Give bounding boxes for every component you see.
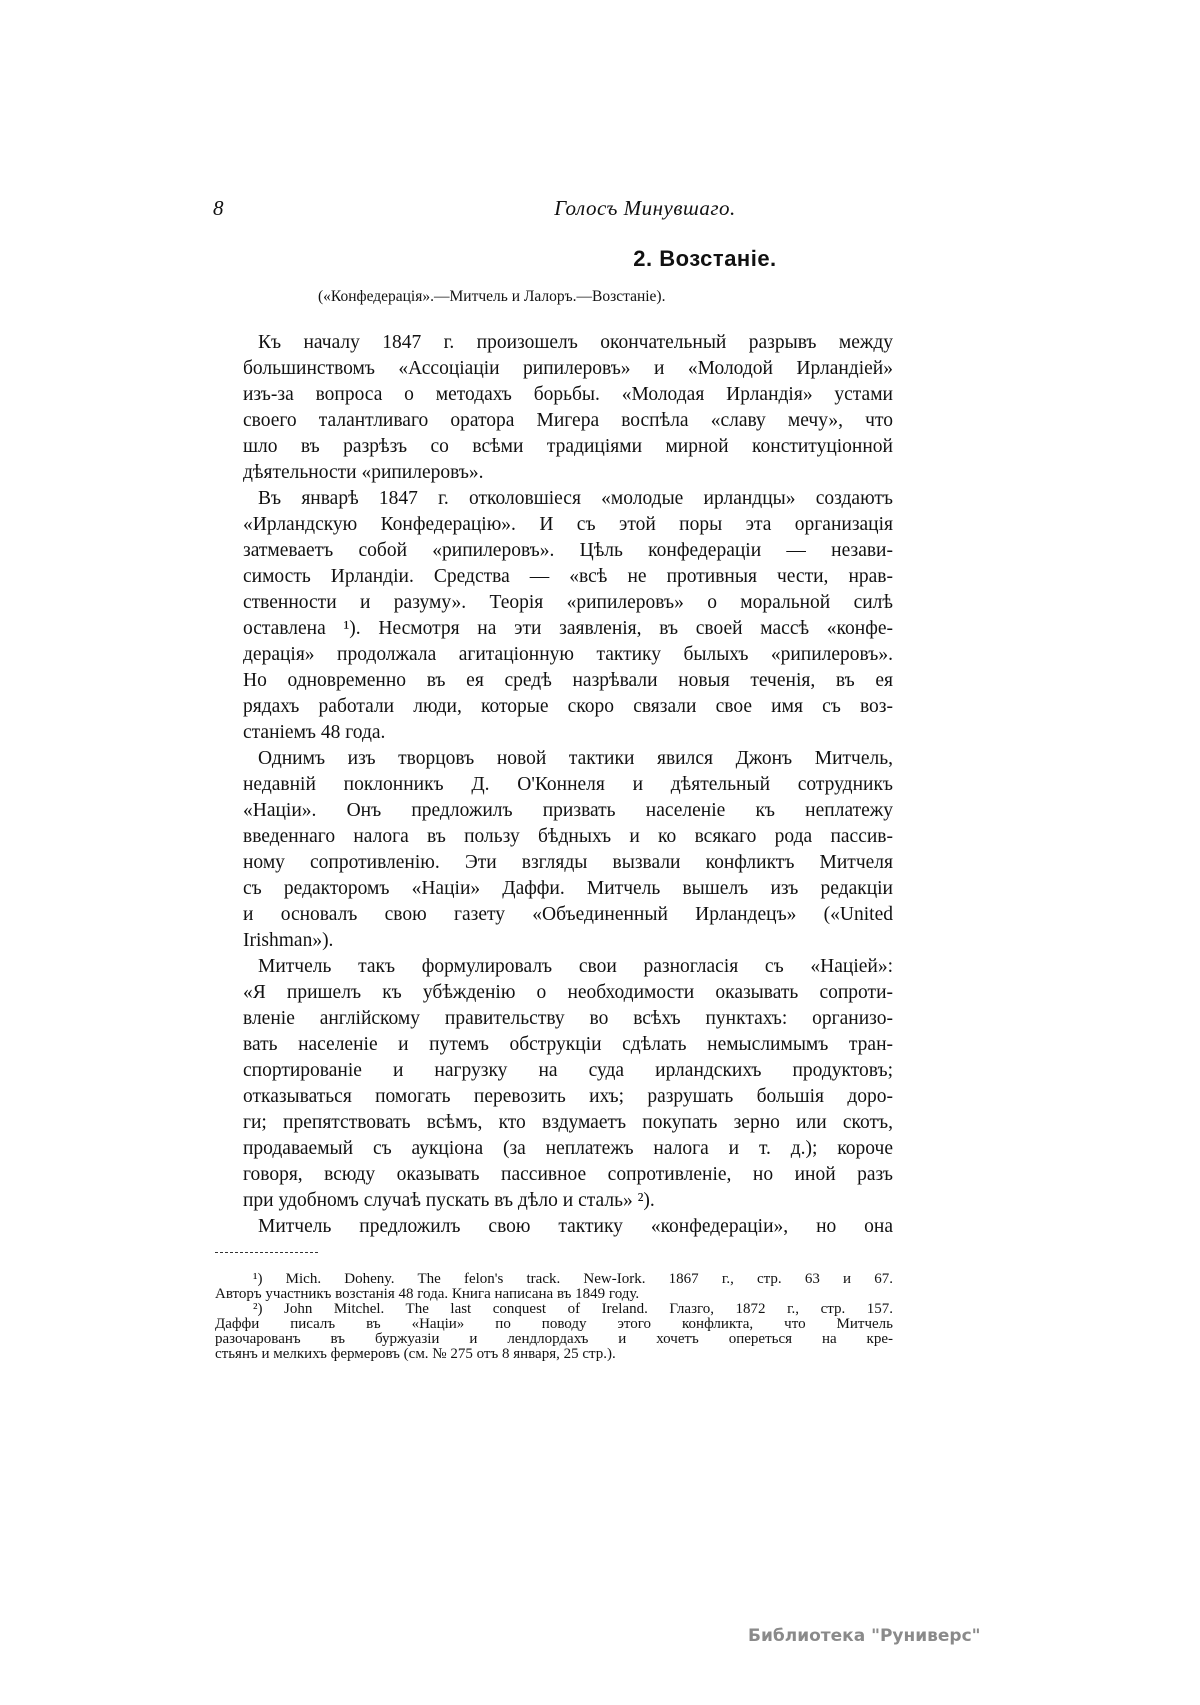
paragraph-1-line: Къ началу 1847 г. произошелъ окончательный разрывъ между bbox=[258, 332, 893, 353]
paragraph-4-line: продаваемый съ аукціона (за неплатежъ налога и т. д.); короче bbox=[243, 1138, 893, 1159]
paragraph-3-line: Irishman»). bbox=[243, 930, 334, 951]
paragraph-2-line: «Ирландскую Конфедерацію». И съ этой поры эта организація bbox=[243, 514, 893, 535]
paragraph-2-line: дерація» продолжала агитаціонную тактику былыхъ «рипилеровъ». bbox=[243, 644, 893, 665]
footnote-2-line: разочарованъ въ буржуазіи и лендлордахъ и хочетъ опереться на кре- bbox=[215, 1332, 893, 1347]
footnote-2-line: ²) John Mitchel. The last conquest of Ireland. Глазго, 1872 г., стр. 157. bbox=[253, 1302, 893, 1317]
paragraph-4-line: «Я пришелъ къ убѣжденію о необходимости оказывать сопроти- bbox=[243, 982, 893, 1003]
section-subtitle: («Конфедерація».—Митчель и Лалоръ.—Возстаніе). bbox=[318, 288, 666, 305]
paragraph-4-line: спортированіе и нагрузку на суда ирландскихъ продуктовъ; bbox=[243, 1060, 893, 1081]
paragraph-3-line: Однимъ изъ творцовъ новой тактики явился Джонъ Митчель, bbox=[258, 748, 893, 769]
running-title: Голосъ Минувшаго. bbox=[554, 196, 736, 220]
paragraph-2-line: оставлена ¹). Несмотря на эти заявленія, въ своей массѣ «конфе- bbox=[243, 618, 893, 639]
paragraph-4-line: вать населеніе и путемъ обструкціи сдѣлать немыслимымъ тран- bbox=[243, 1034, 893, 1055]
paragraph-1-line: изъ-за вопроса о методахъ борьбы. «Молодая Ирландія» устами bbox=[243, 384, 893, 405]
paragraph-2-line: рядахъ работали люди, которые скоро связали свое имя съ воз- bbox=[243, 696, 893, 717]
paragraph-3-line: «Націи». Онъ предложилъ призвать населеніе къ неплатежу bbox=[243, 800, 893, 821]
paragraph-2-line: Въ январѣ 1847 г. отколовшіеся «молодые ирландцы» создаютъ bbox=[258, 488, 893, 509]
footnote-divider bbox=[215, 1252, 318, 1253]
paragraph-2-line: станіемъ 48 года. bbox=[243, 722, 386, 743]
paragraph-1-line: большинствомъ «Ассоціаціи рипилеровъ» и «Молодой Ирландіей» bbox=[243, 358, 893, 379]
paragraph-3-line: введеннаго налога въ пользу бѣдныхъ и ко всякаго рода пассив- bbox=[243, 826, 893, 847]
footnote-2-line: стьянъ и мелкихъ фермеровъ (см. № 275 отъ 8 января, 25 стр.). bbox=[215, 1347, 616, 1362]
paragraph-2-line: Но одновременно въ ея средѣ назрѣвали новыя теченія, въ ея bbox=[243, 670, 893, 691]
library-watermark: Библиотека "Руниверс" bbox=[748, 1626, 981, 1646]
footnote-2-line: Даффи писалъ въ «Націи» по поводу этого конфликта, что Митчель bbox=[215, 1317, 893, 1332]
paragraph-2-line: симость Ирландіи. Средства — «всѣ не противныя чести, нрав- bbox=[243, 566, 893, 587]
paragraph-1-line: своего талантливаго оратора Мигера воспѣла «славу мечу», что bbox=[243, 410, 893, 431]
footnote-1-line: Авторъ участникъ возстанія 48 года. Книга написана въ 1849 году. bbox=[215, 1287, 640, 1302]
paragraph-4-line: при удобномъ случаѣ пускать въ дѣло и сталь» ²). bbox=[243, 1190, 655, 1211]
page-number: 8 bbox=[213, 196, 224, 220]
footnote-1-line: ¹) Mich. Doheny. The felon's track. New-Iork. 1867 г., стр. 63 и 67. bbox=[253, 1272, 893, 1287]
section-title: 2. Возстаніе. bbox=[633, 246, 777, 271]
paragraph-4-line: ги; препятствовать всѣмъ, кто вздумаетъ покупать зерно или скотъ, bbox=[243, 1112, 893, 1133]
paragraph-4-line: вленіе англійскому правительству во всѣхъ пунктахъ: организо- bbox=[243, 1008, 893, 1029]
paragraph-4-line: говоря, всюду оказывать пассивное сопротивленіе, но иной разъ bbox=[243, 1164, 893, 1185]
paragraph-3-line: и основалъ свою газету «Объединенный Ирландецъ» («United bbox=[243, 904, 893, 925]
paragraph-1-line: шло въ разрѣзъ со всѣми традиціями мирной конституціонной bbox=[243, 436, 893, 457]
paragraph-4-line: отказываться помогать перевозить ихъ; разрушать большія доро- bbox=[243, 1086, 893, 1107]
paragraph-4-line: Митчель такъ формулировалъ свои разногласія съ «Націей»: bbox=[258, 956, 893, 977]
paragraph-1-line: дѣятельности «рипилеровъ». bbox=[243, 462, 484, 483]
paragraph-5-line: Митчель предложилъ свою тактику «конфедераціи», но она bbox=[258, 1216, 893, 1237]
paragraph-2-line: ственности и разуму». Теорія «рипилеровъ» о моральной силѣ bbox=[243, 592, 893, 613]
paragraph-3-line: недавній поклонникъ Д. О'Коннеля и дѣятельный сотрудникъ bbox=[243, 774, 893, 795]
paragraph-3-line: съ редакторомъ «Націи» Даффи. Митчель вышелъ изъ редакціи bbox=[243, 878, 893, 899]
body-text bbox=[243, 330, 893, 1240]
paragraph-2-line: затмеваетъ собой «рипилеровъ». Цѣль конфедераціи — незави- bbox=[243, 540, 893, 561]
paragraph-3-line: ному сопротивленію. Эти взгляды вызвали конфликтъ Митчеля bbox=[243, 852, 893, 873]
footnotes bbox=[215, 1272, 893, 1362]
